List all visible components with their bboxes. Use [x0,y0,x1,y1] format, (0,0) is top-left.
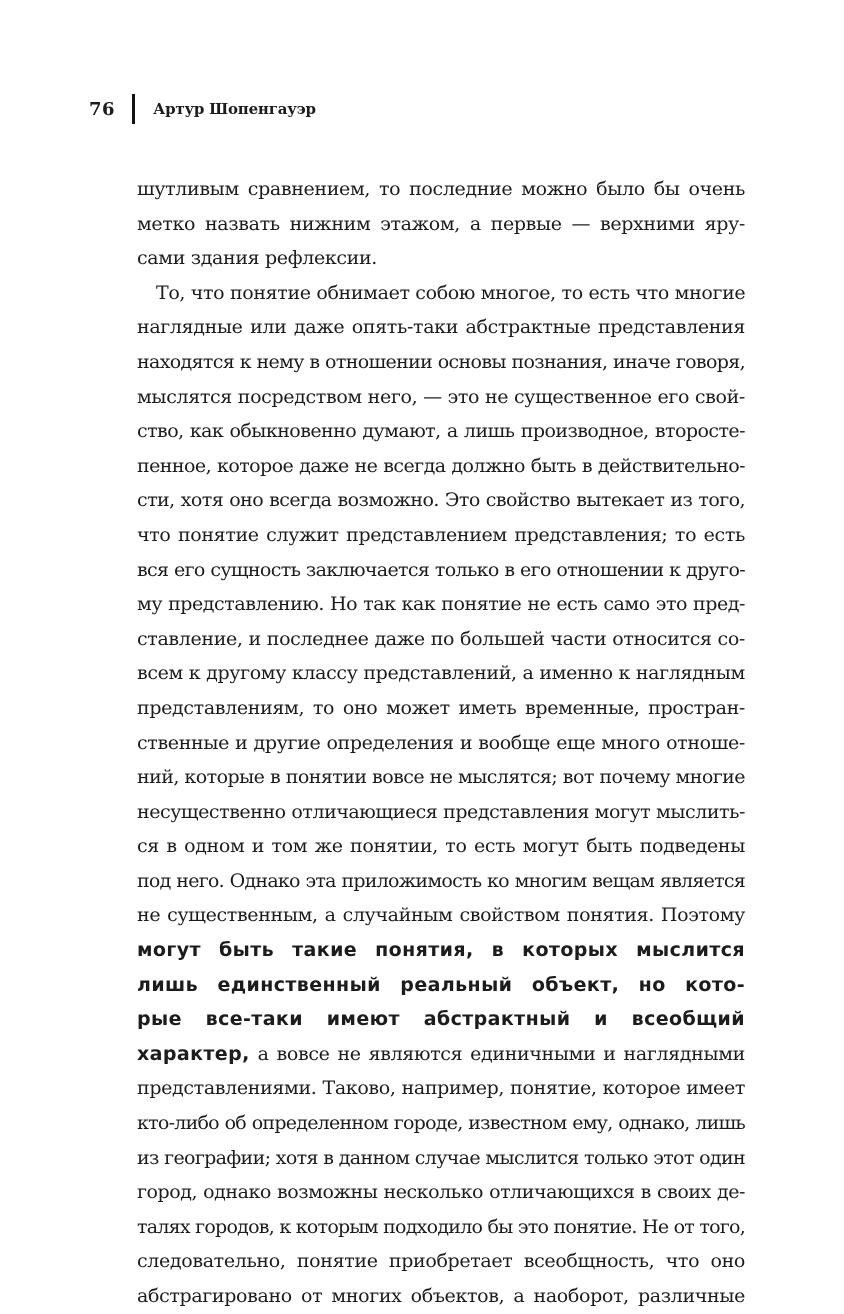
text-line: несущественно отличающиеся представления могут мыслить- [137,800,745,823]
text-line: пенное, которое даже не всегда должно быть в действительно- [137,454,745,477]
emphasis-text: характер, [137,1042,250,1065]
header-divider [132,94,135,124]
emphasis-line: лишь единственный реальный объект, но кото- [137,973,745,996]
text-line: сами здания рефлексии. [137,247,377,270]
text-line: следовательно, понятие приобретает всеобщность, что оно [137,1250,745,1273]
mixed-emphasis-line [137,1037,745,1072]
text-line: ний, которые в понятии вовсе не мыслятся; вот почему многие [137,766,745,789]
emphasis-line: могут быть такие понятия, в которых мыслится [137,939,745,962]
text-line: под него. Однако эта приложимость ко многим вещам является [137,869,745,892]
running-header [89,94,316,124]
text-line: всем к другому классу представлений, а именно к наглядным [137,662,745,685]
text-line: наглядные или даже опять-таки абстрактные представления [137,316,745,339]
text-line: ственные и другие определения и вообще еще много отноше- [137,731,745,754]
text-line: ставление, и последнее даже по большей части относится со- [137,627,745,650]
text-line: представлениям, то оно может иметь временные, простран- [137,696,745,719]
running-head-author: Артур Шопенгауэр [153,100,316,118]
text-line: не существенным, а случайным свойством понятия. Поэтому [137,904,745,927]
text-line: шутливым сравнением, то последние можно было бы очень [137,178,745,200]
text-line: му представлению. Но так как понятие не есть само это пред- [137,593,745,616]
page-number: 76 [89,98,116,120]
text-line: ство, как обыкновенно думают, а лишь производное, второсте- [137,420,745,443]
regular-text: а вовсе не являются единичными и наглядными [249,1042,745,1065]
text-line: что понятие служит представлением представления; то есть [137,523,745,546]
text-line: вся его сущность заключается только в его отношении к друго- [137,558,745,581]
text-line: мыслятся посредством него, — это не существенное его свой- [137,385,745,408]
text-line: метко назвать нижним этажом, а первые — верхними яру- [137,212,745,235]
text-line: абстрагировано от многих объектов, а наоборот, различные [137,1285,745,1307]
text-line: из географии; хотя в данном случае мыслится только этот один [137,1146,745,1169]
paragraph-first-line: То, что понятие обнимает собою многое, то есть что многие [156,281,746,304]
text-line: талях городов, к которым подходило бы это понятие. Не от того, [137,1215,745,1238]
text-line: находятся к нему в отношении основы познания, иначе говоря, [137,350,745,373]
text-line: представлениями. Таково, например, понятие, которое имеет [137,1077,745,1100]
text-line: ся в одном и том же понятии, то есть могут быть подведены [137,835,745,858]
body-text [137,172,746,1307]
emphasis-line: рые все-таки имеют абстрактный и всеобщий [137,1008,745,1031]
text-line: сти, хотя оно всегда возможно. Это свойство вытекает из того, [137,489,745,512]
text-line: кто-либо об определенном городе, известном ему, однако, лишь [137,1112,745,1135]
text-line: город, однако возможны несколько отличающихся в своих де- [137,1181,745,1204]
